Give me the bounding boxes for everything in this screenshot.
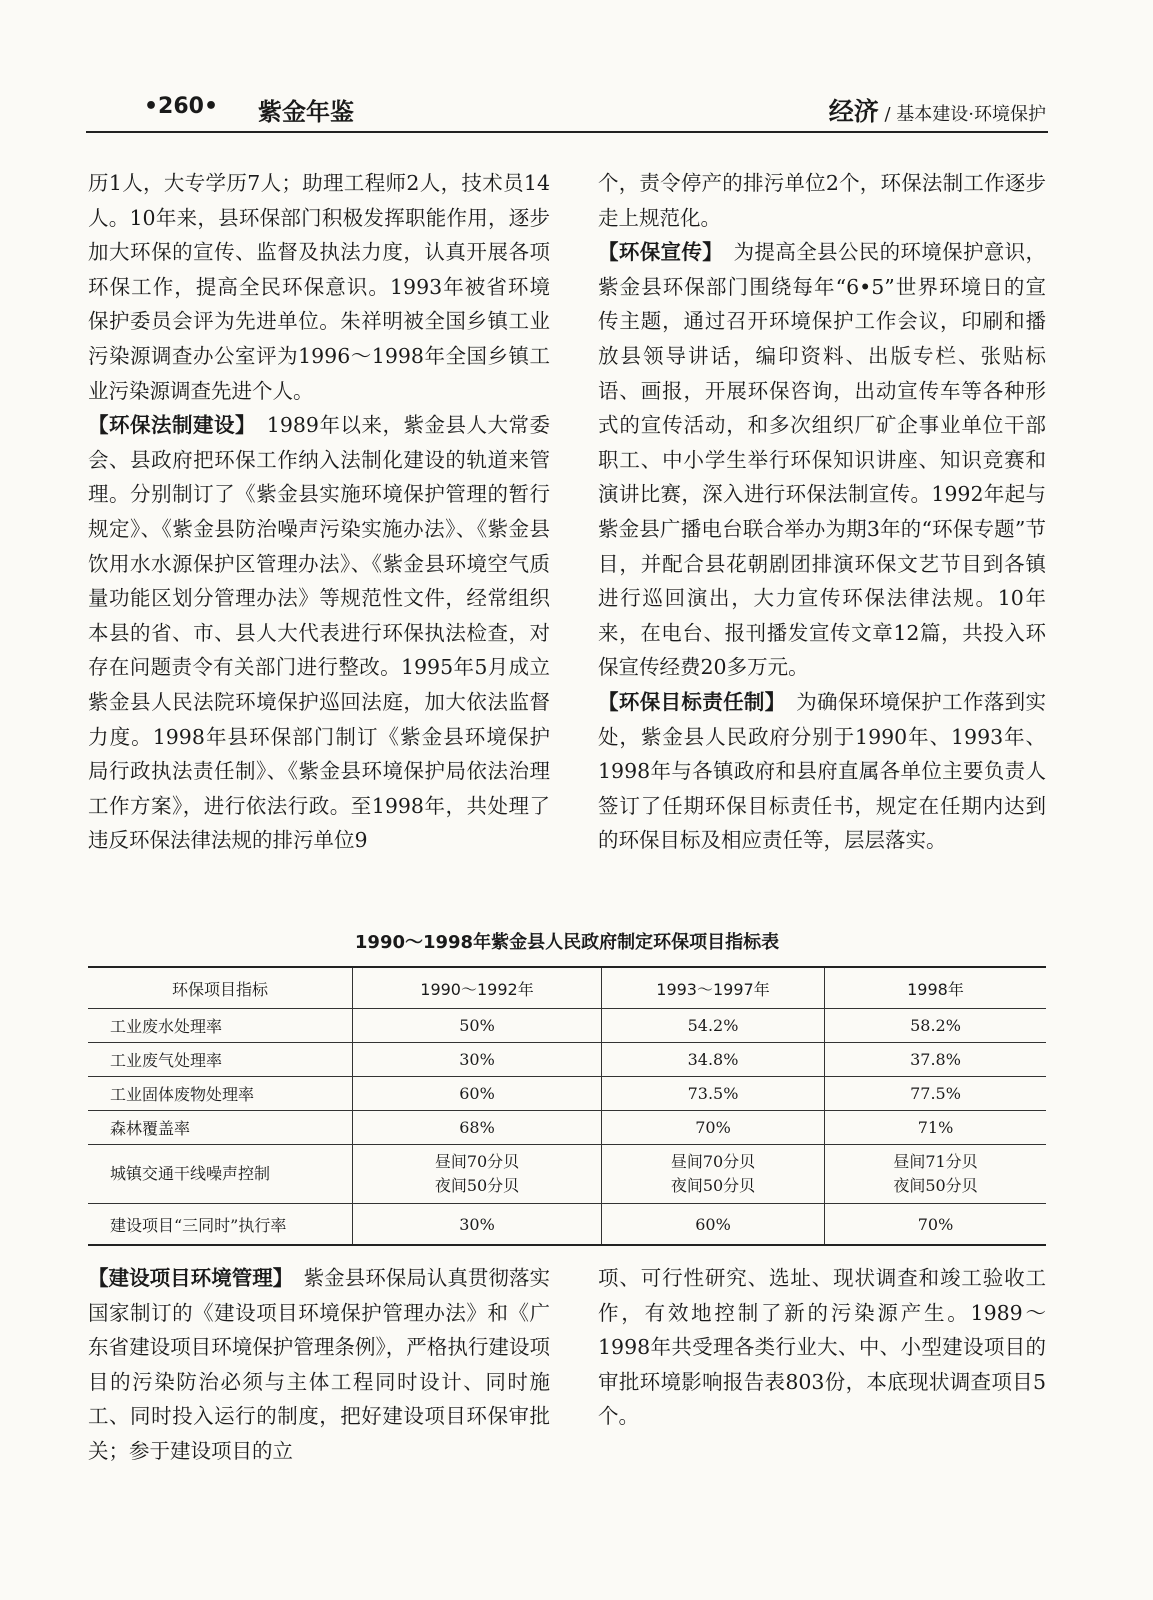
table-cell: 60%	[602, 1204, 825, 1246]
section-heading: 【环保宣传】	[598, 240, 713, 265]
table-row	[88, 1043, 1046, 1077]
table-row	[88, 1077, 1046, 1111]
section-heading: 【建设项目环境管理】	[88, 1266, 284, 1290]
table-cell: 30%	[353, 1204, 602, 1246]
cell-line: 夜间50分贝	[893, 1176, 978, 1195]
section-main: 经济	[828, 97, 879, 126]
table-header-row	[88, 967, 1046, 1009]
paragraph	[598, 685, 1046, 858]
column-2	[598, 166, 1046, 858]
table-row	[88, 1009, 1046, 1043]
book-title: 紫金年鉴	[258, 98, 354, 126]
paragraph: 个，责令停产的排污单位2个，环保法制工作逐步走上规范化。	[598, 171, 1046, 230]
cell-line: 夜间50分贝	[434, 1176, 520, 1195]
indicator-table	[88, 966, 1046, 1246]
table-cell: 工业废气处理率	[88, 1043, 353, 1077]
table-cell: 城镇交通干线噪声控制	[88, 1145, 353, 1204]
table-cell	[353, 1145, 602, 1204]
cell-line: 昼间70分贝	[670, 1152, 756, 1171]
table-row	[88, 1145, 1046, 1204]
table-cell: 34.8%	[602, 1043, 825, 1077]
table-cell: 73.5%	[602, 1077, 825, 1111]
section-heading: 【环保法制建设】	[88, 413, 246, 438]
paragraph-text: 为提高全县公民的环境保护意识，紫金县环保部门围绕每年“6•5”世界环境日的宣传主题，通过召开环境保护工作会议，印刷和播放县领导讲话，编印资料、出版专栏、张贴标语、画报，开展环保咨询，出动宣传车等各种形式的宣传活动，和多次组织厂矿企事业单位干部职工、中小学生举行环保知识讲座、知识竞赛和演讲比赛，深入进行环保法制宣传。1992年起与紫金县广播电台联合举办为期3年的“环保专题”节目，并配合县花朝剧团排演环保文艺节目到各镇进行巡回演出，大力宣传环保法律法规。10年来，在电台、报刊播发宣传文章12篇，共投入环保宣传经费20多万元。	[598, 240, 1047, 680]
table-cell: 工业废水处理率	[88, 1009, 353, 1043]
table-header: 1998年	[825, 967, 1047, 1009]
table-cell	[825, 1145, 1047, 1204]
page-number: •260•	[144, 94, 219, 119]
header-rule	[86, 131, 1048, 133]
column-4	[598, 1261, 1046, 1434]
paragraph-text: 紫金县环保局认真贯彻落实国家制订的《建设项目环境保护管理办法》和《广东省建设项目环境保护管理条例》，严格执行建设项目的污染防治必须与主体工程同时设计、同时施工、同时投入运行的制度，把好建设项目环保审批关；参于建设项目的立	[88, 1266, 551, 1463]
table-cell	[602, 1145, 825, 1204]
table-caption: 1990～1998年紫金县人民政府制定环保项目指标表	[354, 932, 780, 953]
table-cell: 70%	[602, 1111, 825, 1145]
table-header: 1990～1992年	[353, 967, 602, 1009]
running-header	[88, 92, 1046, 130]
table-header: 环保项目指标	[88, 967, 353, 1009]
table-cell: 54.2%	[602, 1009, 825, 1043]
paragraph: 历1人，大专学历7人；助理工程师2人，技术员14人。10年来，县环保部门积极发挥职能作用，逐步加大环保的宣传、监督及执法力度，认真开展各项环保工作，提高全民环保意识。1993年被省环境保护委员会评为先进单位。朱祥明被全国乡镇工业污染源调查办公室评为1996～1998年全国乡镇工业污染源调查先进个人。	[88, 171, 550, 403]
table-cell: 30%	[353, 1043, 602, 1077]
table-cell: 70%	[825, 1204, 1047, 1246]
paragraph	[88, 408, 550, 858]
table-cell: 58.2%	[825, 1009, 1047, 1043]
table-cell: 建设项目“三同时”执行率	[88, 1204, 353, 1246]
paragraph-text: 为确保环境保护工作落到实处，紫金县人民政府分别于1990年、1993年、1998年与各镇政府和县府直属各单位主要负责人签订了任期环保目标责任书，规定在任期内达到的环保目标及相应责任等，层层落实。	[598, 689, 1047, 853]
table-cell: 71%	[825, 1111, 1047, 1145]
table-header: 1993～1997年	[602, 967, 825, 1009]
paragraph: 项、可行性研究、选址、现状调查和竣工验收工作，有效地控制了新的污染源产生。1989～1998年共受理各类行业大、中、小型建设项目的审批环境影响报告表803份，本底现状调查项目5个。	[598, 1266, 1046, 1429]
cell-line: 昼间70分贝	[434, 1152, 520, 1171]
table-cell: 50%	[353, 1009, 602, 1043]
paragraph	[88, 1261, 550, 1469]
table-row	[88, 1111, 1046, 1145]
section-title	[829, 92, 1046, 128]
table-cell: 77.5%	[825, 1077, 1047, 1111]
section-sub: / 基本建设·环境保护	[884, 104, 1046, 125]
table-cell: 60%	[353, 1077, 602, 1111]
table-cell: 森林覆盖率	[88, 1111, 353, 1145]
cell-line: 昼间71分贝	[893, 1152, 978, 1171]
table-cell: 68%	[353, 1111, 602, 1145]
cell-line: 夜间50分贝	[670, 1176, 756, 1195]
column-1	[88, 166, 550, 858]
table-cell: 工业固体废物处理率	[88, 1077, 353, 1111]
column-3	[88, 1261, 550, 1469]
table-cell: 37.8%	[825, 1043, 1047, 1077]
paragraph-text: 1989年以来，紫金县人大常委会、县政府把环保工作纳入法制化建设的轨道来管理。分别制订了《紫金县实施环境保护管理的暂行规定》、《紫金县防治噪声污染实施办法》、《紫金县饮用水水源保护区管理办法》、《紫金县环境空气质量功能区划分管理办法》等规范性文件，经常组织本县的省、市、县人大代表进行环保执法检查，对存在问题责令有关部门进行整改。1995年5月成立紫金县人民法院环境保护巡回法庭，加大依法监督力度。1998年县环保部门制订《紫金县环境保护局行政执法责任制》、《紫金县环境保护局依法治理工作方案》，进行依法行政。至1998年，共处理了违反环保法律法规的排污单位9	[88, 413, 550, 853]
table-row	[88, 1204, 1046, 1246]
section-heading: 【环保目标责任制】	[598, 689, 776, 714]
paragraph	[598, 235, 1046, 685]
